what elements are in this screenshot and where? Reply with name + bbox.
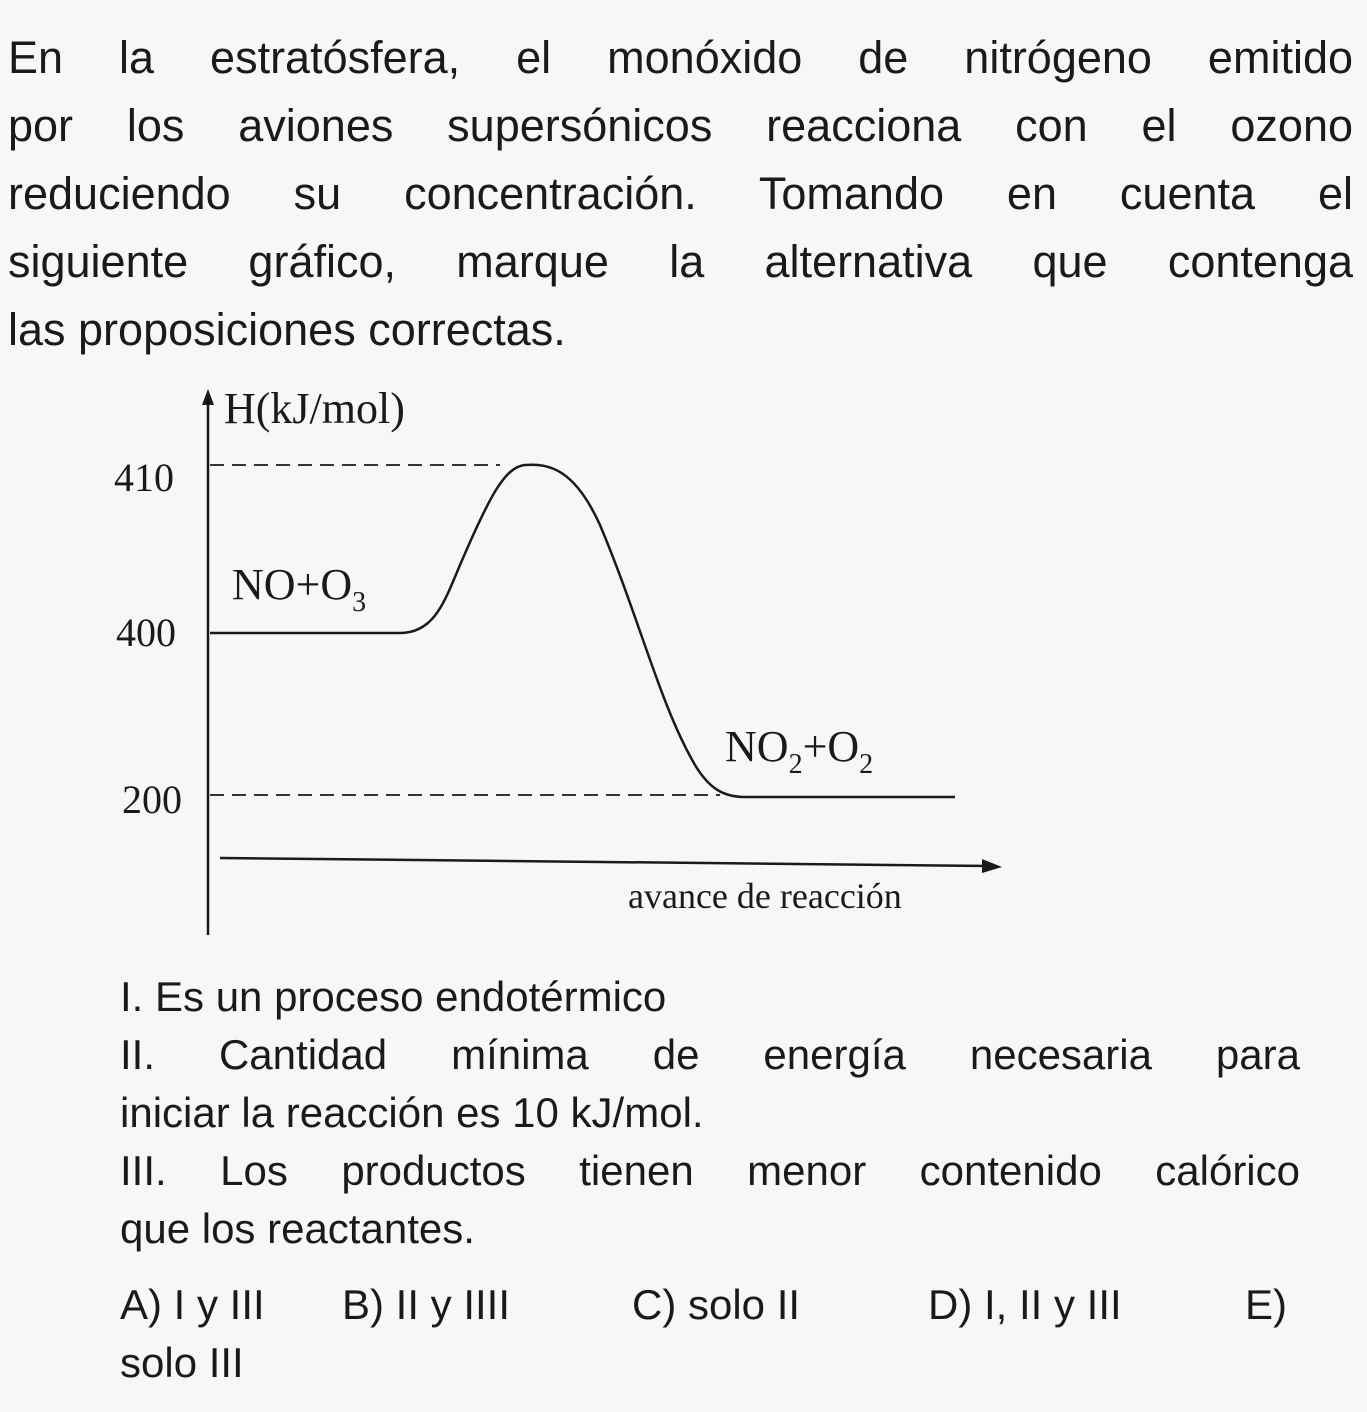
x-axis-label: avance de reacción xyxy=(628,876,902,916)
proposition-2-line-2: iniciar la reacción es 10 kJ/mol. xyxy=(120,1089,704,1136)
y-tick-label: 410 xyxy=(114,455,174,500)
x-axis-arrow-icon xyxy=(982,859,1002,873)
option-d[interactable]: D) I, II y III xyxy=(928,1281,1122,1328)
option-a[interactable]: A) I y III xyxy=(120,1281,265,1328)
question-text xyxy=(8,24,1353,364)
question-line: reduciendo su concentración. Tomando en cuenta el xyxy=(8,168,1353,219)
y-tick-label: 200 xyxy=(122,777,182,822)
question-line: siguiente gráfico, marque la alternativa que contenga xyxy=(8,236,1353,287)
proposition-2-line-1: II. Cantidad mínima de energía necesaria para xyxy=(120,1031,1300,1078)
question-line: por los aviones supersónicos reacciona con el ozono xyxy=(8,100,1353,151)
proposition-3-line-1: III. Los productos tienen menor contenido calórico xyxy=(120,1147,1300,1194)
option-e-continuation[interactable]: solo III xyxy=(120,1339,244,1386)
y-tick-label: 400 xyxy=(116,610,176,655)
proposition-1: I. Es un proceso endotérmico xyxy=(120,973,667,1020)
option-c[interactable]: C) solo II xyxy=(632,1281,801,1328)
question-line: En la estratósfera, el monóxido de nitrógeno emitido xyxy=(8,32,1353,83)
propositions xyxy=(120,968,1300,1258)
option-b[interactable]: B) II y IIII xyxy=(342,1281,511,1328)
enthalpy-diagram xyxy=(100,375,1020,945)
question-line: las proposiciones correctas. xyxy=(8,304,566,355)
reactants-label: $NO+O_3$ xyxy=(232,560,367,618)
y-axis-label: H(kJ/mol) xyxy=(224,384,405,433)
option-e[interactable]: E) xyxy=(1245,1281,1287,1328)
x-axis xyxy=(220,858,990,866)
products-label: $NO_2+O_2$ xyxy=(725,722,874,780)
proposition-3-line-2: que los reactantes. xyxy=(120,1205,475,1252)
y-axis-arrow-icon xyxy=(202,389,214,405)
